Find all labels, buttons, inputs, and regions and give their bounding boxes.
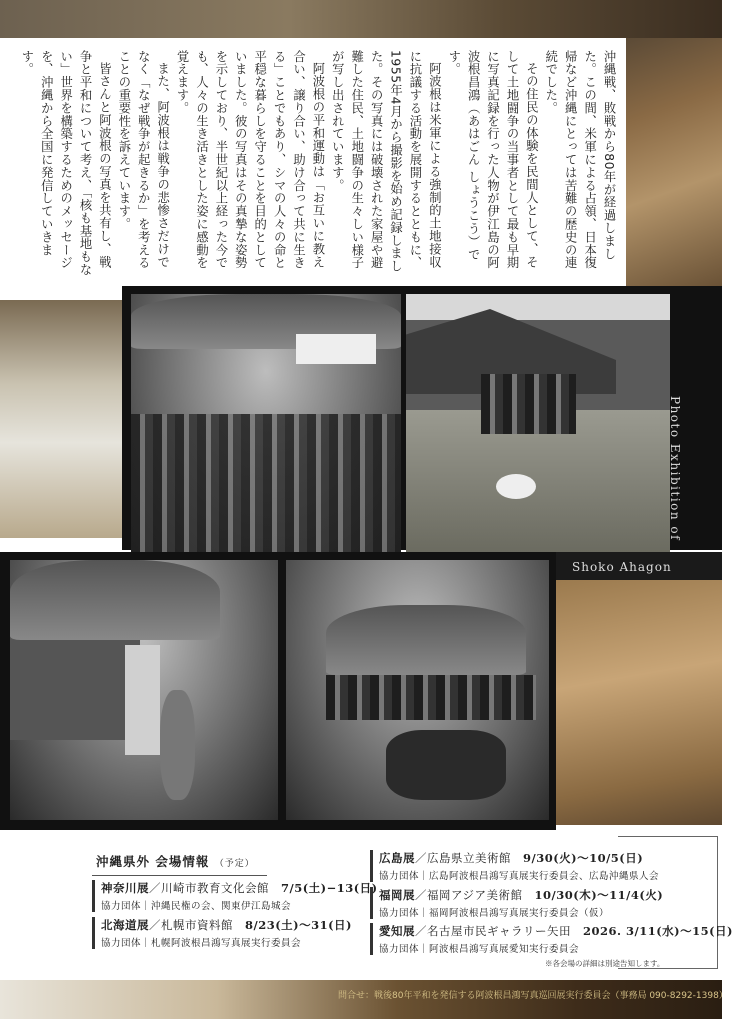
venue-kanagawa <box>92 880 378 912</box>
venue-partners: 協力団体｜福岡阿波根昌鴻写真展実行委員会（仮） <box>379 908 610 919</box>
article-text <box>19 50 618 278</box>
venue-dates: 2026. 3/11(水)〜15(日) <box>583 924 733 938</box>
venue-note: ※各会場の詳細は別途告知します。 <box>545 959 665 968</box>
exhibition-caption: Photo Exhibition of <box>668 396 682 542</box>
venue-aichi <box>370 923 733 955</box>
photo-market-crowd <box>131 294 401 552</box>
venue-place: ／福岡アジア美術館 <box>415 888 523 902</box>
venue-partners: 協力団体｜沖縄民権の会、関東伊江島城会 <box>101 901 292 912</box>
contact-info: 問合せ：戦後80年平和を発信する阿波根昌鴻写真巡回展実行委員会（事務局 090-8292-1398） <box>338 991 728 1001</box>
divider <box>92 875 267 876</box>
venue-name: 広島展 <box>379 851 415 865</box>
venue-partners: 協力団体｜札幌阿波根昌鴻写真展実行委員会 <box>101 938 302 949</box>
page-margin <box>722 0 740 1019</box>
venue-hiroshima <box>370 850 659 882</box>
venue-fukuoka <box>370 887 663 919</box>
title-note: （予定） <box>214 859 255 869</box>
venue-place: ／札幌市資料館 <box>149 918 233 932</box>
venue-name: 北海道展 <box>101 918 149 932</box>
sepia-photo-ground <box>556 580 722 825</box>
sepia-photo-road <box>626 38 722 286</box>
photo-tents <box>406 294 670 552</box>
venue-partners: 協力団体｜広島阿波根昌鴻写真展実行委員会、広島沖縄県人会 <box>379 871 660 882</box>
sepia-photo-shore <box>0 300 122 538</box>
paragraph: また、阿波根は戦争の悲惨さだけでなく「なぜ戦争が起きるか」を考えることの重要性を訴えています。 <box>116 50 170 270</box>
venue-dates: 10/30(木)〜11/4(火) <box>534 888 664 902</box>
photographer-name: Shoko Ahagon <box>572 560 672 574</box>
venue-place: ／名古屋市民ギャラリー矢田 <box>415 924 571 938</box>
venue-name: 神奈川展 <box>101 881 149 895</box>
paragraph: その住民の体験を民間人として、そして土地闘争の当事者として最も早期に写真記録を行った人物が伊江島の阿波根昌鴻（あはごん しょうこう）です。 <box>446 50 539 270</box>
venue-dates: 8/23(土)〜31(日) <box>245 918 352 932</box>
venue-hokkaido <box>92 917 352 949</box>
venue-info-title <box>96 852 255 870</box>
paragraph: 阿波根は米軍による強制的土地接収に抗議する活動を展開するとともに、1955年4月から撮影を始め記録しました。その写真には破壊された家屋や避難した住民、土地闘争の生々しい様子が写し出されています。 <box>330 50 442 273</box>
photo-horse-cart <box>286 560 549 820</box>
paragraph: 阿波根の平和運動は「お互いに教え合い、譲り合い、助け合って共に生きる」ことでもあり、シマの人々の命と平穏な暮らしを守ることを目的としていました。彼の写真はその真摯な姿勢を示しており、半世紀以上経った今でも、人々の生き活きとした姿に感動を覚えます。 <box>175 50 325 270</box>
title-text: 沖縄県外 会場情報 <box>96 854 210 869</box>
venue-name: 福岡展 <box>379 888 415 902</box>
top-sepia-band <box>0 0 722 38</box>
venue-dates: 9/30(火)〜10/5(日) <box>523 851 644 865</box>
venue-name: 愛知展 <box>379 924 415 938</box>
venue-place: ／広島県立美術館 <box>415 851 511 865</box>
paragraph: 沖縄戦、敗戦から80年が経過しました。この間、米軍による占領、日本復帰など沖縄にとっては苦難の歴史の連続でした。 <box>543 50 616 270</box>
venue-partners: 協力団体｜阿波根昌鴻写真展愛知実行委員会 <box>379 944 580 955</box>
venue-dates: 7/5(土)−13(日) <box>281 881 378 895</box>
venue-place: ／川崎市教育文化会館 <box>149 881 269 895</box>
paragraph: 皆さんと阿波根の写真を共有し、戦争と平和について考え、「核も基地もない」世界を構築するためのメッセージを、沖縄から全国に発信していきます。 <box>19 50 112 277</box>
photo-thatched-house <box>10 560 278 820</box>
